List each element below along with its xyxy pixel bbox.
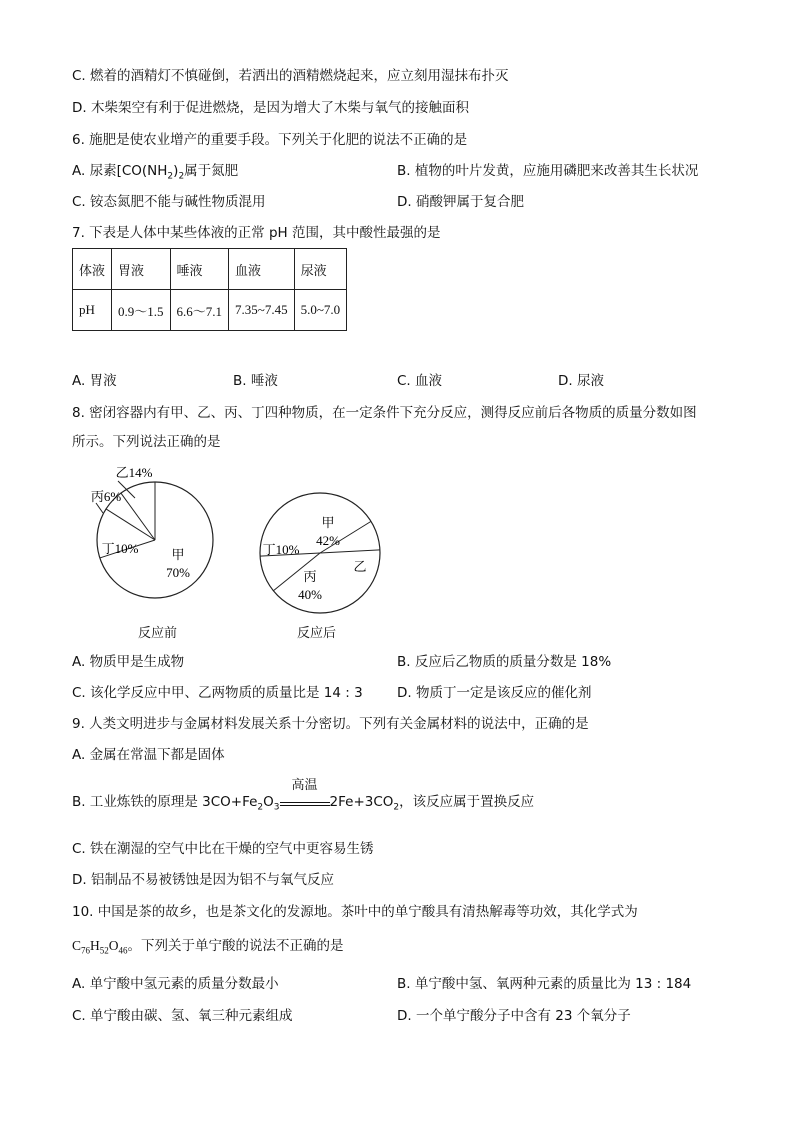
pie-charts	[0, 455, 420, 645]
q10-option-d: D. 一个单宁酸分子中含有 23 个氧分子	[397, 1008, 631, 1024]
label-leader-line	[96, 503, 103, 513]
table-header-row	[73, 249, 347, 290]
pie-slice-label: 甲 70%	[166, 547, 190, 580]
table-row	[73, 290, 347, 331]
pie-slice-label: 丙6%	[90, 489, 122, 504]
q7-option-d: D. 尿液	[558, 373, 604, 389]
q10-option-b: B. 单宁酸中氢、氧两种元素的质量比为 13 : 184	[397, 976, 692, 992]
q10-stem-line2: $C_{76}H_{52}O_{46}$。下列关于单宁酸的说法不正确的是	[72, 938, 344, 956]
table-cell: 胃液	[112, 249, 171, 290]
q5-option-d: D. 木柴架空有利于促进燃烧，是因为增大了木柴与氧气的接触面积	[72, 100, 469, 116]
q9-option-c: C. 铁在潮湿的空气中比在干燥的空气中更容易生锈	[72, 841, 374, 857]
table-cell: 唾液	[170, 249, 229, 290]
q6-stem: 6. 施肥是使农业增产的重要手段。下列关于化肥的说法不正确的是	[72, 132, 468, 148]
q8-stem-line2: 所示。下列说法正确的是	[72, 434, 221, 450]
table-cell: 6.6～7.1	[170, 290, 229, 331]
pie-before-caption: 反应前	[138, 626, 178, 641]
q7-option-b: B. 唾液	[233, 373, 278, 389]
ph-table	[72, 248, 347, 331]
pie-after-caption: 反应后	[297, 626, 337, 641]
q8-option-c: C. 该化学反应中甲、乙两物质的质量比是 14 : 3	[72, 685, 363, 701]
q8-stem-line1: 8. 密闭容器内有甲、乙、丙、丁四种物质，在一定条件下充分反应，测得反应前后各物质的质量分数如图	[72, 405, 697, 421]
table-cell: 5.0~7.0	[294, 290, 347, 331]
table-cell: 尿液	[294, 249, 347, 290]
pie-slice-label: 乙	[353, 559, 367, 574]
pie-slice-label: 甲 42%	[316, 515, 340, 548]
q9-stem: 9. 人类文明进步与金属材料发展关系十分密切。下列有关金属材料的说法中，正确的是	[72, 716, 589, 732]
q8-option-a: A. 物质甲是生成物	[72, 654, 185, 670]
q6-option-d: D. 硝酸钾属于复合肥	[397, 194, 524, 210]
reaction-condition: 高温	[280, 795, 330, 806]
table-cell: 0.9～1.5	[112, 290, 171, 331]
q6-option-c: C. 铵态氮肥不能与碱性物质混用	[72, 194, 266, 210]
q7-option-c: C. 血液	[397, 373, 443, 389]
q10-stem-line1: 10. 中国是茶的故乡，也是茶文化的发源地。茶叶中的单宁酸具有清热解毒等功效，其化学式为	[72, 904, 638, 920]
q10-option-a: A. 单宁酸中氢元素的质量分数最小	[72, 976, 279, 992]
pie-slice-label: 乙14%	[115, 465, 153, 480]
q7-stem: 7. 下表是人体中某些体液的正常 pH 范围，其中酸性最强的是	[72, 225, 441, 241]
q9-option-b: B. 工业炼铁的原理是 $3CO+Fe_2O_3$ 高温 $2Fe+3CO_2$，该反应属于置换反应	[72, 778, 535, 813]
pie-before	[91, 465, 213, 598]
q6-option-a: A. 尿素[$CO(NH_2)_2$属于氮肥	[72, 163, 239, 182]
q6-option-b: B. 植物的叶片发黄，应施用磷肥来改善其生长状况	[397, 163, 699, 179]
table-cell: pH	[73, 290, 112, 331]
table-cell: 体液	[73, 249, 112, 290]
tannic-acid-formula: $C_{76}H_{52}O_{46}$	[72, 938, 128, 956]
table-cell: 7.35~7.45	[229, 290, 295, 331]
table-cell: 血液	[229, 249, 295, 290]
q7-option-a: A. 胃液	[72, 373, 117, 389]
pie-after	[260, 493, 380, 613]
q9-option-d: D. 铝制品不易被锈蚀是因为铝不与氧气反应	[72, 872, 334, 888]
q5-option-c: C. 燃着的酒精灯不慎碰倒，若洒出的酒精燃烧起来，应立刻用湿抹布扑灭	[72, 68, 509, 84]
pie-slice-label: 丁10%	[101, 541, 139, 556]
pie-slice-label: 丙 40%	[298, 569, 322, 602]
pie-slice-label: 丁10%	[262, 542, 300, 557]
q9-option-a: A. 金属在常温下都是固体	[72, 747, 225, 763]
q8-option-d: D. 物质丁一定是该反应的催化剂	[397, 685, 592, 701]
q10-option-c: C. 单宁酸由碳、氢、氧三种元素组成	[72, 1008, 293, 1024]
q8-option-b: B. 反应后乙物质的质量分数是 18%	[397, 654, 612, 670]
